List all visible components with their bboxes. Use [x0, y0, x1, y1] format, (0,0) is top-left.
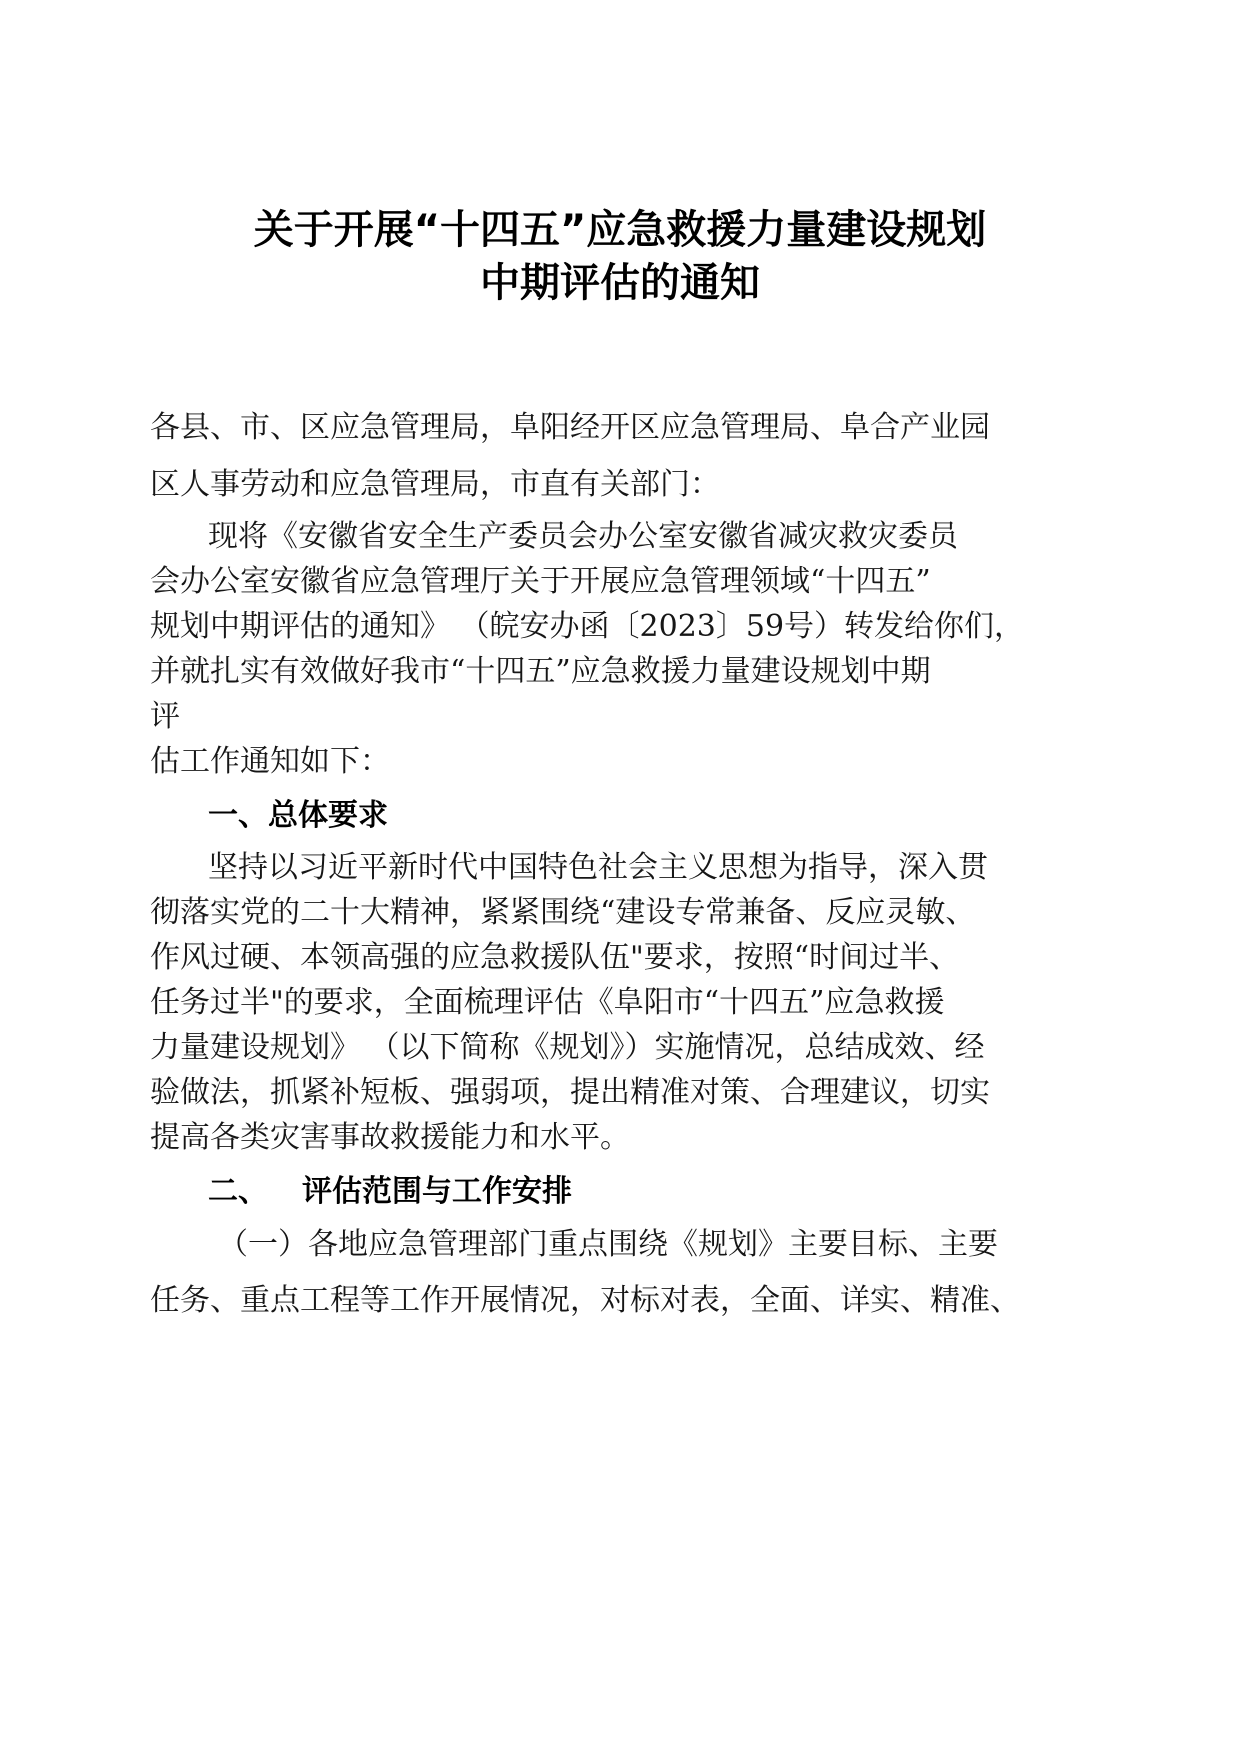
section1-line-3: 作风过硬、本领高强的应急救援队伍"要求，按照“时间过半、 [150, 940, 960, 975]
intro-line-5: 评 [150, 699, 180, 734]
salutation-line-2: 区人事劳动和应急管理局，市直有关部门： [150, 467, 720, 502]
section2-heading-number: 二、 [208, 1174, 268, 1209]
section-heading-general-requirements: 一、总体要求 [208, 798, 388, 833]
section2-heading-text: 评估范围与工作安排 [302, 1174, 572, 1209]
section1-line-5: 力量建设规划》 （以下简称《规划》）实施情况，总结成效、经 [150, 1030, 985, 1065]
section2-line-2: 任务、重点工程等工作开展情况，对标对表，全面、详实、精准、 [150, 1283, 1020, 1318]
document-title-line-1: 关于开展“十四五”应急救援力量建设规划 [253, 207, 987, 253]
document-title-line-2: 中期评估的通知 [480, 260, 760, 306]
section1-line-1: 坚持以习近平新时代中国特色社会主义思想为指导，深入贯 [208, 850, 988, 885]
intro-line-2: 会办公室安徽省应急管理厅关于开展应急管理领域“十四五” [150, 564, 931, 599]
section1-line-6: 验做法，抓紧补短板、强弱项，提出精准对策、合理建议，切实 [150, 1075, 990, 1110]
intro-line-6: 估工作通知如下： [150, 744, 390, 779]
section1-line-7: 提高各类灾害事故救援能力和水平。 [150, 1120, 630, 1155]
salutation-line-1: 各县、市、区应急管理局，阜阳经开区应急管理局、阜合产业园 [150, 410, 990, 445]
section2-line-1: （一）各地应急管理部门重点围绕《规划》主要目标、主要 [218, 1227, 998, 1262]
section-heading-scope-arrangement [208, 1172, 572, 1212]
intro-line-3: 规划中期评估的通知》 （皖安办函〔2023〕59号）转发给你们， [150, 609, 1025, 644]
section1-line-4: 任务过半"的要求，全面梳理评估《阜阳市“十四五”应急救援 [150, 985, 945, 1020]
intro-line-4: 并就扎实有效做好我市“十四五”应急救援力量建设规划中期 [150, 654, 931, 689]
intro-line-1: 现将《安徽省安全生产委员会办公室安徽省减灾救灾委员 [208, 519, 958, 554]
section1-line-2: 彻落实党的二十大精神，紧紧围绕“建设专常兼备、反应灵敏、 [150, 895, 976, 930]
